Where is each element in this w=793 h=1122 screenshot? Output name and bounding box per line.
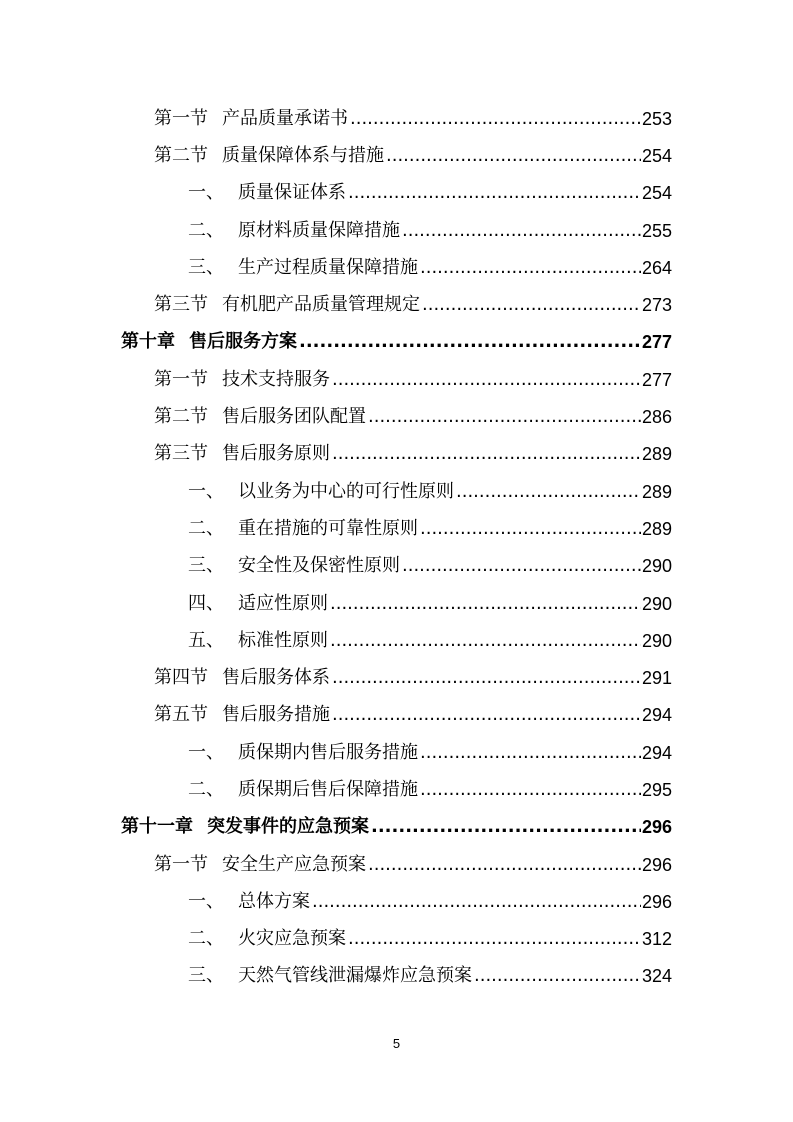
dot-leader	[420, 520, 641, 538]
toc-entry-title: 质量保障体系与措施	[222, 144, 384, 166]
dot-leader	[420, 744, 641, 762]
toc-entry-section[interactable]	[0, 697, 672, 734]
toc-entry-page: 296	[641, 891, 672, 912]
dot-leader	[420, 781, 641, 799]
toc-entry-chapter[interactable]	[0, 809, 672, 846]
toc-entry-page: 291	[641, 668, 672, 689]
toc-entry-page: 286	[641, 407, 672, 428]
toc-entry-label	[154, 107, 350, 129]
toc-entry-item[interactable]	[0, 473, 672, 510]
toc-entry-title: 标准性原则	[238, 629, 328, 651]
toc-entry-title: 天然气管线泄漏爆炸应急预案	[238, 965, 472, 987]
toc-entry-title: 火灾应急预案	[238, 928, 346, 950]
dot-leader	[348, 184, 641, 202]
toc-entry-title: 质保期后售后保障措施	[238, 778, 418, 800]
toc-entry-title: 技术支持服务	[222, 368, 330, 390]
toc-entry-label	[188, 629, 330, 651]
toc-entry-item[interactable]	[0, 771, 672, 808]
toc-entry-label	[188, 741, 420, 763]
toc-entry-section[interactable]	[0, 398, 672, 435]
dot-leader	[330, 632, 641, 650]
toc-entry-page: 277	[641, 332, 672, 353]
toc-entry-number: 一、	[188, 480, 224, 502]
toc-entry-number: 一、	[188, 182, 224, 204]
toc-entry-number: 第一节	[154, 853, 208, 875]
toc-entry-title: 售后服务原则	[222, 443, 330, 465]
toc-entry-number: 第五节	[154, 704, 208, 726]
toc-entry-label	[121, 818, 371, 836]
toc-entry-item[interactable]	[0, 883, 672, 920]
toc-entry-item[interactable]	[0, 510, 672, 547]
toc-entry-label	[154, 368, 332, 390]
dot-leader	[348, 930, 641, 948]
toc-entry-section[interactable]	[0, 100, 672, 137]
toc-entry-title: 售后服务方案	[189, 331, 297, 353]
dot-leader	[422, 296, 641, 314]
toc-entry-number: 二、	[188, 219, 224, 241]
toc-entry-number: 一、	[188, 890, 224, 912]
toc-entry-number: 第四节	[154, 667, 208, 689]
toc-entry-title: 售后服务团队配置	[222, 406, 366, 428]
table-of-contents	[0, 100, 793, 995]
toc-entry-number: 第二节	[154, 406, 208, 428]
toc-entry-label	[154, 408, 368, 426]
toc-entry-page: 290	[641, 593, 672, 614]
toc-entry-number: 第二节	[154, 144, 208, 166]
dot-leader	[332, 445, 641, 463]
toc-entry-label	[188, 930, 348, 948]
toc-entry-number: 第十一章	[121, 816, 193, 838]
toc-entry-number: 五、	[188, 629, 224, 651]
toc-entry-title: 重在措施的可靠性原则	[238, 517, 418, 539]
toc-entry-title: 售后服务体系	[222, 667, 330, 689]
toc-entry-label	[188, 778, 420, 800]
toc-entry-page: 254	[641, 183, 672, 204]
toc-entry-number: 三、	[188, 555, 224, 577]
toc-entry-item[interactable]	[0, 622, 672, 659]
toc-entry-number: 三、	[188, 256, 224, 278]
toc-entry-page: 324	[641, 966, 672, 987]
dot-leader	[330, 595, 641, 613]
toc-entry-label	[154, 144, 386, 166]
toc-entry-page: 294	[641, 742, 672, 763]
toc-entry-page: 264	[641, 257, 672, 278]
toc-entry-page: 294	[641, 705, 672, 726]
dot-leader	[474, 967, 641, 985]
toc-entry-label	[188, 219, 402, 241]
toc-entry-number: 第三节	[154, 294, 208, 316]
dot-leader	[368, 408, 641, 426]
toc-entry-label	[154, 445, 332, 463]
toc-entry-title: 安全生产应急预案	[222, 853, 366, 875]
toc-entry-page: 295	[641, 779, 672, 800]
toc-entry-title: 质保期内售后服务措施	[238, 741, 418, 763]
toc-entry-number: 一、	[188, 741, 224, 763]
toc-entry-label	[188, 592, 330, 614]
toc-entry-section[interactable]	[0, 436, 672, 473]
toc-entry-number: 第十章	[121, 331, 175, 353]
toc-entry-item[interactable]	[0, 175, 672, 212]
dot-leader	[312, 893, 641, 911]
toc-entry-label	[154, 296, 422, 314]
toc-entry-label	[188, 890, 312, 912]
toc-entry-page: 296	[641, 854, 672, 875]
toc-entry-number: 第一节	[154, 107, 208, 129]
toc-entry-label	[154, 853, 368, 875]
dot-leader	[332, 669, 641, 687]
toc-entry-item[interactable]	[0, 548, 672, 585]
toc-entry-page: 254	[641, 145, 672, 166]
toc-entry-page: 273	[641, 295, 672, 316]
toc-entry-title: 总体方案	[238, 890, 310, 912]
dot-leader	[299, 333, 641, 351]
toc-entry-label	[188, 517, 420, 539]
toc-entry-page: 289	[641, 481, 672, 502]
toc-entry-item[interactable]	[0, 734, 672, 771]
toc-entry-page: 312	[641, 929, 672, 950]
dot-leader	[350, 110, 641, 128]
dot-leader	[402, 557, 641, 575]
toc-entry-number: 第三节	[154, 443, 208, 465]
toc-entry-page: 253	[641, 108, 672, 129]
toc-entry-page: 289	[641, 444, 672, 465]
toc-entry-section[interactable]	[0, 659, 672, 696]
toc-entry-title: 有机肥产品质量管理规定	[222, 294, 420, 316]
toc-entry-item[interactable]	[0, 212, 672, 249]
toc-entry-label	[188, 967, 474, 985]
toc-entry-page: 290	[641, 556, 672, 577]
toc-entry-title: 产品质量承诺书	[222, 107, 348, 129]
toc-entry-title: 突发事件的应急预案	[207, 816, 369, 838]
toc-entry-label	[121, 333, 299, 351]
toc-entry-label	[188, 480, 456, 502]
toc-entry-title: 安全性及保密性原则	[238, 555, 400, 577]
toc-entry-item[interactable]	[0, 249, 672, 286]
toc-entry-item[interactable]	[0, 958, 672, 995]
toc-entry-title: 生产过程质量保障措施	[238, 256, 418, 278]
dot-leader	[371, 818, 641, 836]
toc-entry-page: 296	[641, 817, 672, 838]
toc-entry-page: 290	[641, 630, 672, 651]
toc-entry-section[interactable]	[0, 361, 672, 398]
toc-entry-section[interactable]	[0, 846, 672, 883]
dot-leader	[386, 147, 641, 165]
dot-leader	[402, 222, 641, 240]
toc-entry-page: 277	[641, 369, 672, 390]
toc-entry-label	[154, 669, 332, 687]
dot-leader	[332, 706, 641, 724]
toc-entry-chapter[interactable]	[0, 324, 672, 361]
toc-entry-number: 二、	[188, 517, 224, 539]
toc-entry-title: 适应性原则	[238, 592, 328, 614]
page-number: 5	[392, 1036, 401, 1051]
toc-entry-title: 原材料质量保障措施	[238, 219, 400, 241]
toc-entry-number: 第一节	[154, 368, 208, 390]
toc-entry-title: 以业务为中心的可行性原则	[238, 480, 454, 502]
toc-entry-label	[188, 256, 420, 278]
dot-leader	[420, 259, 641, 277]
toc-entry-number: 二、	[188, 778, 224, 800]
toc-entry-item[interactable]	[0, 921, 672, 958]
toc-entry-title: 质量保证体系	[238, 182, 346, 204]
toc-entry-page: 289	[641, 518, 672, 539]
toc-entry-number: 三、	[188, 965, 224, 987]
dot-leader	[456, 483, 641, 501]
toc-entry-page: 255	[641, 220, 672, 241]
toc-entry-label	[188, 184, 348, 202]
toc-entry-number: 四、	[188, 592, 224, 614]
toc-entry-section[interactable]	[0, 137, 672, 174]
toc-entry-section[interactable]	[0, 286, 672, 323]
toc-entry-item[interactable]	[0, 585, 672, 622]
dot-leader	[368, 856, 641, 874]
toc-entry-number: 二、	[188, 928, 224, 950]
dot-leader	[332, 371, 641, 389]
toc-entry-label	[154, 706, 332, 724]
toc-entry-title: 售后服务措施	[222, 704, 330, 726]
toc-entry-label	[188, 557, 402, 575]
